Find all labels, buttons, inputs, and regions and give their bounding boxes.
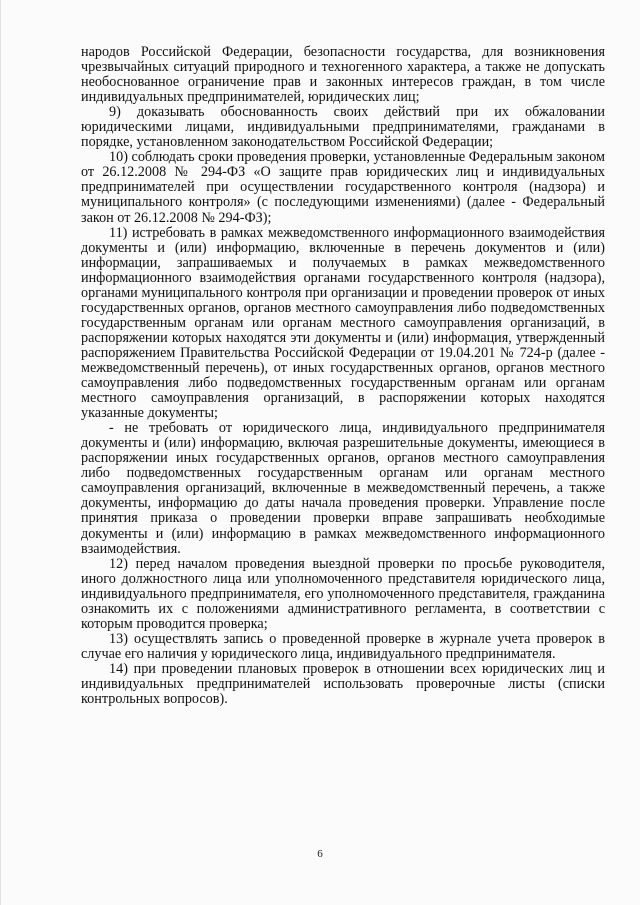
paragraph-item-14: 14) при проведении плановых проверок в отношении всех юридических лиц и индивидуальных предпринимателей использовать проверочные листы (списки контрольных вопросов). <box>81 660 605 708</box>
paragraph-item-12: 12) перед началом проведения выездной проверки по просьбе руководителя, иного должностного лица или уполномоченного представителя юридического лица, индивидуального предпринимателя, его уполномоченного представителя, гражданина ознакомить их с положениями административного регламента, в соответствии с которым проводится проверка; <box>81 555 605 632</box>
paragraph-dash-item: - не требовать от юридического лица, индивидуального предпринимателя документы и (или) информацию, включая разрешительные документы, имеющиеся в распоряжении иных государственных органов, органов местного самоуправления либо подведомственных государственным органам или органам местного самоуправления организаций, включенные в межведомственный перечень, а также документы, информацию до даты начала проведения проверки. Управление после принятия приказа о проведении проверки вправе запрашивать необходимые документы и (или) информацию в рамках межведомственного информационного взаимодействия. <box>81 420 605 557</box>
paragraph-item-13: 13) осуществлять запись о проведенной проверке в журнале учета проверок в случае его наличия у юридического лица, индивидуального предпринимателя. <box>81 630 605 662</box>
paragraph-item-10: 10) соблюдать сроки проведения проверки, установленные Федеральным законом от 26.12.2008 № 294-ФЗ «О защите прав юридических лиц и индивидуальных предпринимателей при осуществлении государственного контроля (надзора) и муниципального контроля» (с последующими изменениями) (далее - Федеральный закон от 26.12.2008 № 294-ФЗ); <box>81 149 605 226</box>
page-number: 6 <box>317 848 323 860</box>
document-body <box>81 45 605 707</box>
paragraph-item-11: 11) истребовать в рамках межведомственного информационного взаимодействия документы и (или) информацию, включенные в перечень документов и (или) информации, запрашиваемых и получаемых в рамках межведомственного информационного взаимодействия органами государственного контроля (надзора), органами муниципального контроля при организации и проведении проверок от иных государственных органов, органов местного самоуправления либо подведомственных государственным органам или органам местного самоуправления организаций, в распоряжении которых находятся эти документы и (или) информация, утвержденный распоряжением Правительства Российской Федерации от 19.04.201 № 724-р (далее - межведомственный перечень), от иных государственных органов, органов местного самоуправления либо подведомственных государственным органам или органам местного самоуправления организаций, в распоряжении которых находятся указанные документы; <box>81 224 605 422</box>
paragraph-continuation: народов Российской Федерации, безопасности государства, для возникновения чрезвычайных ситуаций природного и техногенного характера, а также не допускать необоснованное ограничение прав и законных интересов граждан, в том числе индивидуальных предпринимателей, юридических лиц; <box>81 44 605 106</box>
scan-edge-left <box>0 0 1 905</box>
paragraph-item-9: 9) доказывать обоснованность своих действий при их обжаловании юридическими лицами, индивидуальными предпринимателями, гражданами в порядке, установленном законодательством Российской Федерации; <box>81 104 605 151</box>
